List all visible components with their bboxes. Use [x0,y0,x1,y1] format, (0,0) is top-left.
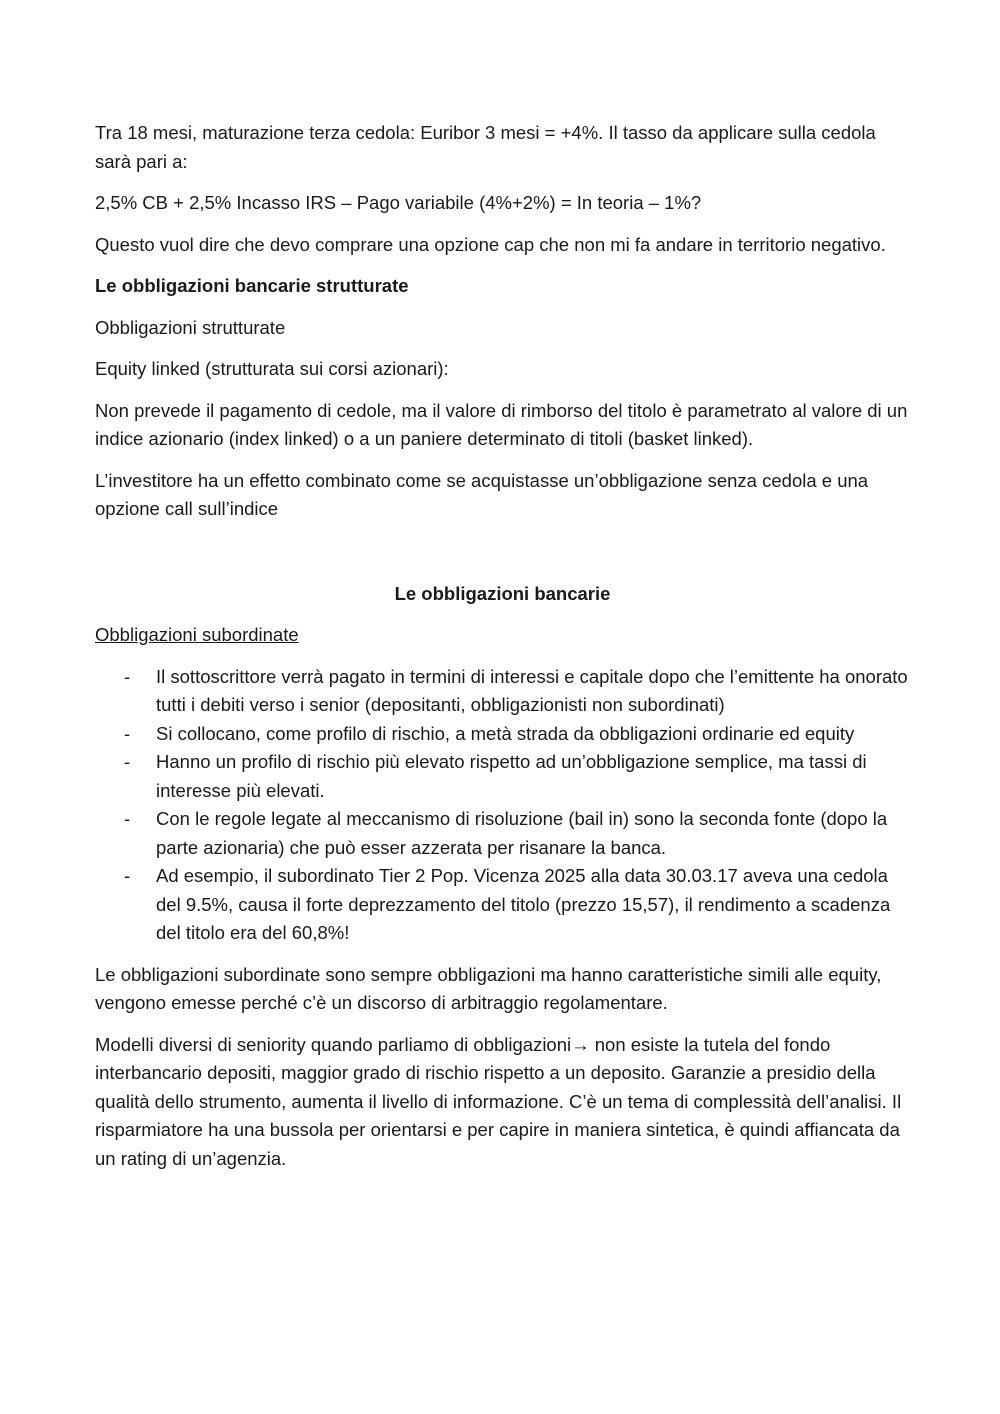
list-item-text: Hanno un profilo di rischio più elevato rispetto ad un’obbligazione semplice, ma tassi di interesse più elevati. [156,751,867,801]
subordinated-bonds-list [95,663,910,948]
dash-marker: - [124,665,131,687]
paragraph-cap-option: Questo vuol dire che devo comprare una opzione cap che non mi fa andare in territorio negativo. [95,233,886,255]
list-item [95,805,910,862]
list-item [95,748,910,805]
section-heading-structured-bonds: Le obbligazioni bancarie strutturate [95,275,409,296]
list-item-text: Il sottoscrittore verrà pagato in termini di interessi e capitale dopo che l’emittente ha onorato tutti i debiti verso i senior (depositanti, obbligazionisti non subordinati) [156,665,908,715]
subheading-structured-bonds: Obbligazioni strutturate [95,316,286,338]
paragraph-subordinated-equity-like: Le obbligazioni subordinate sono sempre obbligazioni ma hanno caratteristiche simili alle equity, vengono emesse perché c’è un discorso di arbitraggio regolamentare. [95,963,882,1013]
paragraph-coupon-formula: 2,5% CB + 2,5% Incasso IRS – Pago variabile (4%+2%) = In teoria – 1%? [95,192,702,213]
paragraph-third-coupon: Tra 18 mesi, maturazione terza cedola: Euribor 3 mesi = +4%. Il tasso da applicare sulla cedola sarà pari a: [95,122,876,172]
list-item-text: Si collocano, come profilo di rischio, a metà strada da obbligazioni ordinarie ed equity [156,722,855,744]
paragraph-seniority-models: Modelli diversi di seniority quando parliamo di obbligazioni→ non esiste la tutela del fondo interbancario depositi, maggior grado di rischio rispetto a un deposito. Garanzie a presidio della qualità dello strumento, aumenta il livello di informazione. C’è un tema di complessità dell’analisi. Il risparmiatore ha una bussola per orientarsi e per capire in maniera sintetica, è quindi affiancata da un rating di un’agenzia. [95,1033,902,1169]
dash-marker: - [124,865,131,886]
subheading-subordinated-bonds: Obbligazioni subordinate [95,624,299,645]
paragraph-combined-effect: L’investitore ha un effetto combinato come se acquistasse un’obbligazione senza cedola e una opzione call sull’indice [95,469,869,519]
list-item-text: Ad esempio, il subordinato Tier 2 Pop. Vicenza 2025 alla data 30.03.17 aveva una cedola del 9.5%, causa il forte deprezzamento del titolo (prezzo 15,57), il rendimento a scadenza del titolo era del 60,8%! [156,865,891,943]
section-heading-bank-bonds: Le obbligazioni bancarie [394,582,611,604]
paragraph-equity-linked: Non prevede il pagamento di cedole, ma il valore di rimborso del titolo è parametrato al valore di un indice azionario (index linked) o a un paniere determinato di titoli (basket linked). [95,399,908,449]
dash-marker: - [124,808,131,829]
dash-marker: - [124,722,131,744]
dash-marker: - [124,751,131,772]
document-page [95,119,910,1186]
list-item [95,862,910,948]
list-item-text: Con le regole legate al meccanismo di risoluzione (bail in) sono la seconda fonte (dopo la parte azionaria) che può esser azzerata per risanare la banca. [156,808,888,858]
list-item [95,720,910,749]
section-spacer [95,537,910,580]
equity-linked-label: Equity linked (strutturata sui corsi azionari): [95,358,449,379]
list-item [95,663,910,720]
